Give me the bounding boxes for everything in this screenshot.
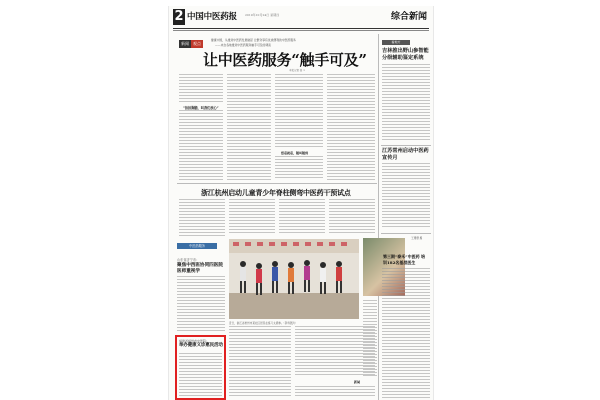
- kicker-news: 新闻: [181, 41, 189, 46]
- page-number: 2: [174, 9, 184, 24]
- highlighted-article-pre: 福建省福州市中医院：: [179, 339, 210, 343]
- photo-illustration: [229, 239, 359, 319]
- news-photo: [229, 239, 359, 319]
- left-column-tag: 中医药服务: [177, 243, 217, 249]
- highlighted-article[interactable]: [175, 335, 226, 400]
- lead-byline: 本报记者 张 ×: [289, 69, 306, 72]
- bottom-right-body: [382, 268, 430, 398]
- right-headline-2: 江苏常州启动中医药宣传月: [382, 148, 429, 161]
- second-body-col-3: [279, 199, 325, 235]
- lead-pre-headline: 健康中国，从推进中医药发展做起 让群众享有优质便利的中医药服务: [211, 38, 296, 42]
- masthead-rule-thin: [173, 30, 429, 31]
- lead-body-col-4: [327, 74, 375, 180]
- photo-2-body: [363, 300, 377, 376]
- left-headline: 聚焦中西医协同四医院医师重视学: [177, 263, 223, 274]
- lead-body-col-3b: [275, 156, 323, 180]
- lead-subhead-1: “拍拍胸脯，叫我们放心”: [183, 106, 219, 110]
- photo-credit: 王珊珊 摄: [411, 237, 423, 240]
- lead-headline: 让中医药服务“触手可及”: [203, 51, 367, 69]
- left-pre-headline: 山东省济宁市：: [177, 258, 200, 262]
- bottom-right-headline: 第三期“泰禾”中医药 培训182名基层医生: [383, 254, 425, 265]
- lead-kicker: [179, 40, 203, 48]
- second-body-col-4: [329, 199, 375, 235]
- left-body: [177, 276, 225, 332]
- newspaper-page: [168, 6, 434, 400]
- photo-story-subhead: 新闻: [354, 380, 361, 384]
- right-column-tag: 看地方: [382, 40, 410, 45]
- photo-caption: 近日，浙江省杭州市某社区居民在练习太极拳。（资料图片）: [229, 322, 298, 325]
- right-body-1: [382, 64, 430, 142]
- highlighted-article-headline: 举办健康义诊惠民活动: [179, 343, 223, 348]
- left-headline-block: [177, 258, 227, 274]
- highlighted-article-body: [179, 353, 222, 397]
- lead-subhead-2: 想看就看，随叫随到: [281, 151, 309, 155]
- highlighted-article-title: [179, 339, 224, 348]
- lead-pre-headline-2: ——来自各地推进中医药服务触手可及的调查: [215, 43, 271, 47]
- second-headline: 浙江杭州启动儿童青少年脊柱侧弯中医药干预试点: [201, 188, 351, 197]
- right-rule-2: [381, 233, 431, 234]
- masthead-rule: [173, 28, 429, 29]
- section-title: 综合新闻: [390, 12, 427, 22]
- photo-story-body-3: [295, 386, 375, 398]
- lead-body-col-1b: [179, 110, 223, 180]
- right-body-2: [382, 163, 430, 229]
- lead-body-col-2: [227, 74, 271, 180]
- masthead: 中国中医药报: [187, 12, 237, 22]
- lead-bottom-rule: [177, 183, 377, 184]
- issue-date: 2019年10月24日 星期四: [245, 13, 280, 17]
- second-body-col-2: [229, 199, 275, 235]
- column-divider-right: [378, 34, 379, 400]
- photo-story-body-1: [229, 326, 291, 396]
- kicker-view: 观点: [193, 41, 201, 46]
- lead-body-col-1a: [179, 74, 223, 102]
- right-headline-1: 吉林推出野山参智能分级辅助鉴定系统: [382, 48, 429, 61]
- lead-body-col-3a: [275, 74, 323, 148]
- second-body-col-1: [179, 199, 225, 237]
- right-rule-1: [381, 145, 431, 146]
